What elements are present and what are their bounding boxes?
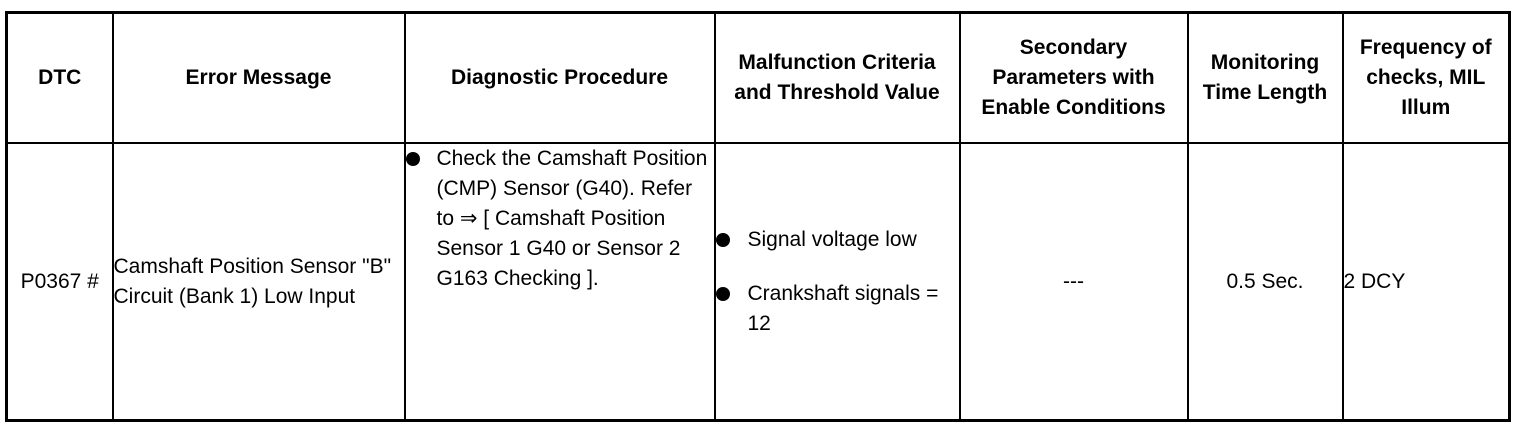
procedure-text: Check the Camshaft Position (CMP) Sensor (G40). Refer to ⇒ [ Camshaft Position Sensor 1 G40 or Sensor 2 G163 Checking ]. [436,147,708,290]
cell-diagnostic-procedure [405,143,715,421]
bullet-icon [716,287,730,301]
secondary-parameters-text: --- [1063,269,1084,293]
cell-frequency [1343,143,1510,421]
frequency-text: 2 DCY [1343,269,1406,293]
header-dtc: DTC [7,13,113,144]
cell-dtc [7,143,113,421]
cell-malfunction-criteria [715,143,960,421]
bullet-icon [406,152,420,166]
criteria-list [716,225,959,339]
header-malfunction-criteria [715,13,960,144]
error-message-text: Camshaft Position Sensor "B" Circuit (Bank 1) Low Input [113,254,392,308]
monitoring-time-text: 0.5 Sec. [1226,269,1304,293]
dtc-table [5,11,1511,422]
header-diagnostic-procedure: Diagnostic Procedure [405,13,715,144]
header-error-message: Error Message [113,13,405,144]
header-frequency-label: Frequency of checks, MIL Illum [1359,36,1492,119]
criteria-text: Crankshaft signals = 12 [747,281,939,335]
bullet-icon [716,233,730,247]
header-malfunction-criteria-label: Malfunction Criteria and Threshold Value [734,51,940,104]
header-frequency [1343,13,1510,144]
criteria-text: Signal voltage low [747,227,917,251]
table-header-row [7,13,1510,144]
cell-monitoring-time [1188,143,1343,421]
table-row [7,143,1510,421]
header-monitoring-time-label: Monitoring Time Length [1202,51,1328,104]
header-secondary-parameters-label: Secondary Parameters with Enable Conditions [981,36,1166,119]
header-monitoring-time [1188,13,1343,144]
list-item [406,144,714,294]
dtc-code: P0367 # [20,269,99,293]
header-secondary-parameters [960,13,1188,144]
cell-error-message [113,143,405,421]
list-item [716,279,959,339]
cell-secondary-parameters [960,143,1188,421]
list-item [716,225,959,255]
procedure-list [406,144,714,294]
